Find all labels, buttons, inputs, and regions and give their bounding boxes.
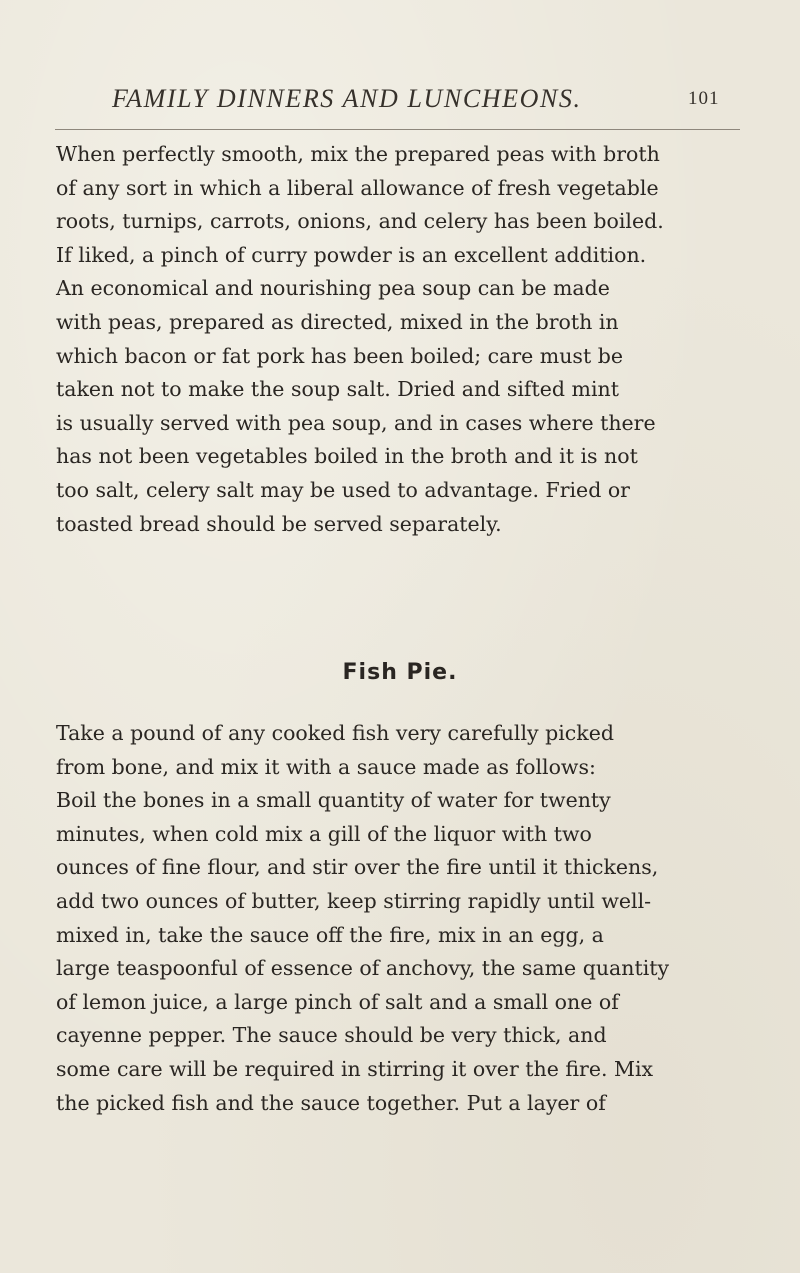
- text-line: large teaspoonful of essence of anchovy, the same quantity: [56, 956, 670, 981]
- text-line: taken not to make the soup salt. Dried and sifted mint: [56, 377, 619, 402]
- text-line: ounces of fine flour, and stir over the fire until it thickens,: [56, 855, 659, 880]
- text-line: of any sort in which a liberal allowance of fresh vegetable: [56, 175, 659, 200]
- text-line: is usually served with pea soup, and in cases where there: [56, 410, 656, 435]
- text-line: mixed in, take the sauce off the fire, mix in an egg, a: [56, 922, 604, 947]
- text-line: Take a pound of any cooked fish very carefully picked: [56, 721, 614, 745]
- text-line: Boil the bones in a small quantity of water for twenty: [56, 788, 611, 813]
- text-line: add two ounces of butter, keep stirring rapidly until well-: [56, 888, 652, 913]
- text-line: cayenne pepper. The sauce should be very thick, and: [56, 1023, 607, 1048]
- text-line: has not been vegetables boiled in the broth and it is not: [56, 444, 638, 469]
- text-line: An economical and nourishing pea soup can be made: [56, 276, 610, 301]
- page-number: 101: [688, 88, 720, 109]
- header-rule: [55, 129, 740, 130]
- running-header: [0, 84, 800, 124]
- text-line: of lemon juice, a large pinch of salt and a small one of: [56, 989, 619, 1014]
- text-line: toasted bread should be served separately.: [56, 511, 502, 536]
- text-line: roots, turnips, carrots, onions, and celery has been boiled.: [56, 209, 664, 234]
- pea-soup-paragraph: [56, 138, 746, 541]
- text-line: some care will be required in stirring it over the fire. Mix: [56, 1056, 654, 1081]
- text-line: which bacon or fat pork has been boiled; care must be: [56, 343, 623, 368]
- text-line: too salt, celery salt may be used to advantage. Fried or: [56, 477, 630, 502]
- text-line: minutes, when cold mix a gill of the liquor with two: [56, 821, 592, 846]
- running-title: FAMILY DINNERS AND LUNCHEONS.: [112, 84, 582, 113]
- text-line: from bone, and mix it with a sauce made as follows:: [56, 754, 596, 779]
- text-line: the picked fish and the sauce together. Put a layer of: [56, 1090, 606, 1115]
- text-line: When perfectly smooth, mix the prepared peas with broth: [56, 142, 660, 166]
- text-line: with peas, prepared as directed, mixed in the broth in: [56, 309, 619, 334]
- fish-pie-paragraph: [56, 717, 746, 1120]
- section-heading-fish-pie: Fish Pie.: [342, 660, 458, 685]
- text-line: If liked, a pinch of curry powder is an excellent addition.: [56, 242, 647, 267]
